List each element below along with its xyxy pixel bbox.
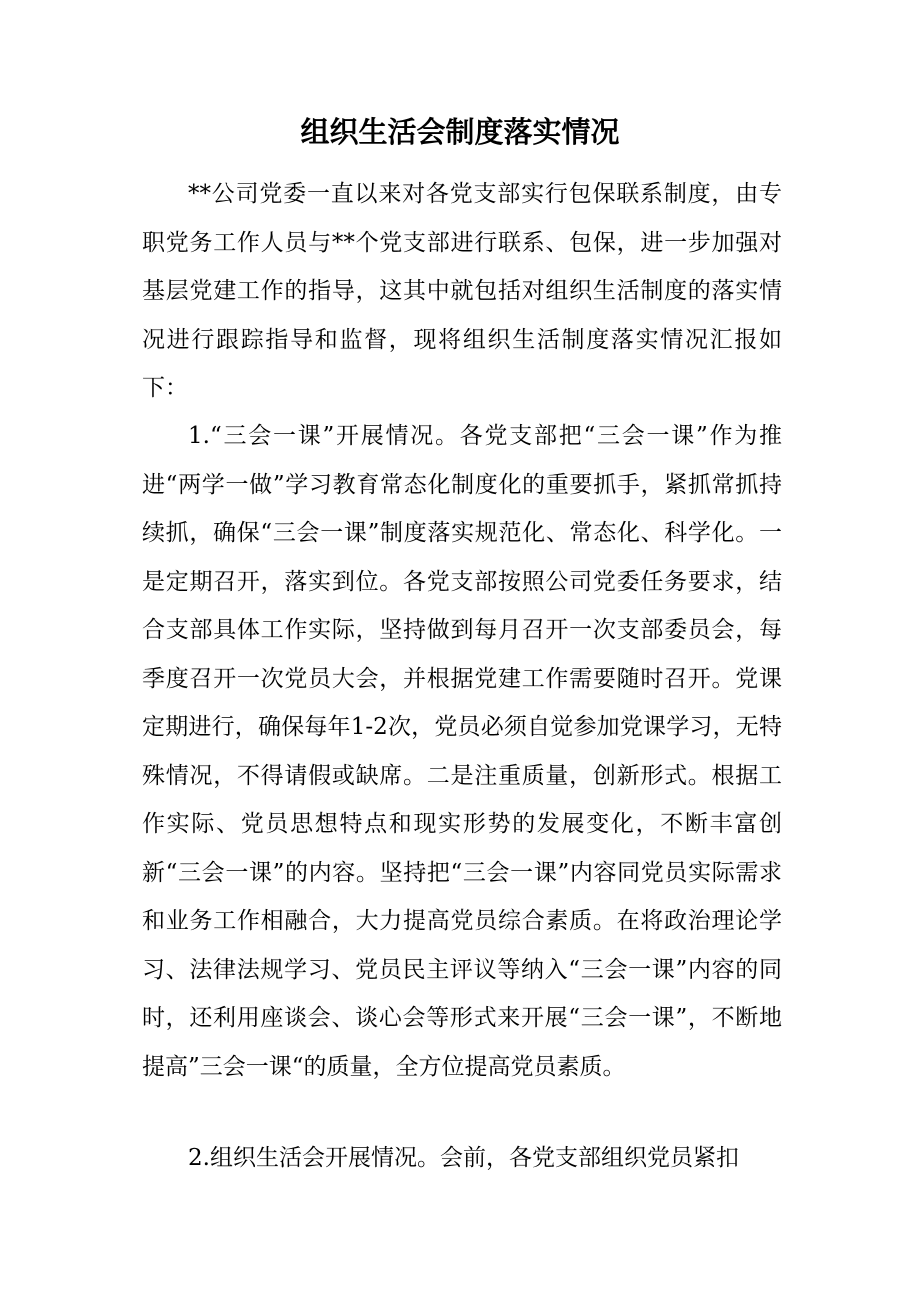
document-title: 组织生活会制度落实情况 [300, 115, 620, 149]
paragraph-intro: **公司党委一直以来对各党支部实行包保联系制度，由专职党务工作人员与**个党支部进行联系、包保，进一步加强对基层党建工作的指导，这其中就包括对组织生活制度的落实情况进行跟踪指导和监督，现将组织生活制度落实情况汇报如下： [142, 181, 782, 401]
paragraph-section-1: 1.“三会一课”开展情况。各党支部把“三会一课”作为推进“两学一做”学习教育常态化制度化的重要抓手，紧抓常抓持续抓，确保“三会一课”制度落实规范化、常态化、科学化。一是定期召开，落实到位。各党支部按照公司党委任务要求，结合支部具体工作实际，坚持做到每月召开一次支部委员会，每季度召开一次党员大会，并根据党建工作需要随时召开。党课定期进行，确保每年1-2次，党员必须自觉参加党课学习，无特殊情况，不得请假或缺席。二是注重质量，创新形式。根据工作实际、党员思想特点和现实形势的发展变化，不断丰富创新“三会一课”的内容。坚持把“三会一课”内容同党员实际需求和业务工作相融合，大力提高党员综合素质。在将政治理论学习、法律法规学习、党员民主评议等纳入“三会一课”内容的同时，还利用座谈会、谈心会等形式来开展“三会一课”，不断地提高”三会一课“的质量，全方位提高党员素质。 [142, 423, 782, 1080]
paragraph-section-2: 2.组织生活会开展情况。会前，各党支部组织党员紧扣 [188, 1145, 739, 1171]
